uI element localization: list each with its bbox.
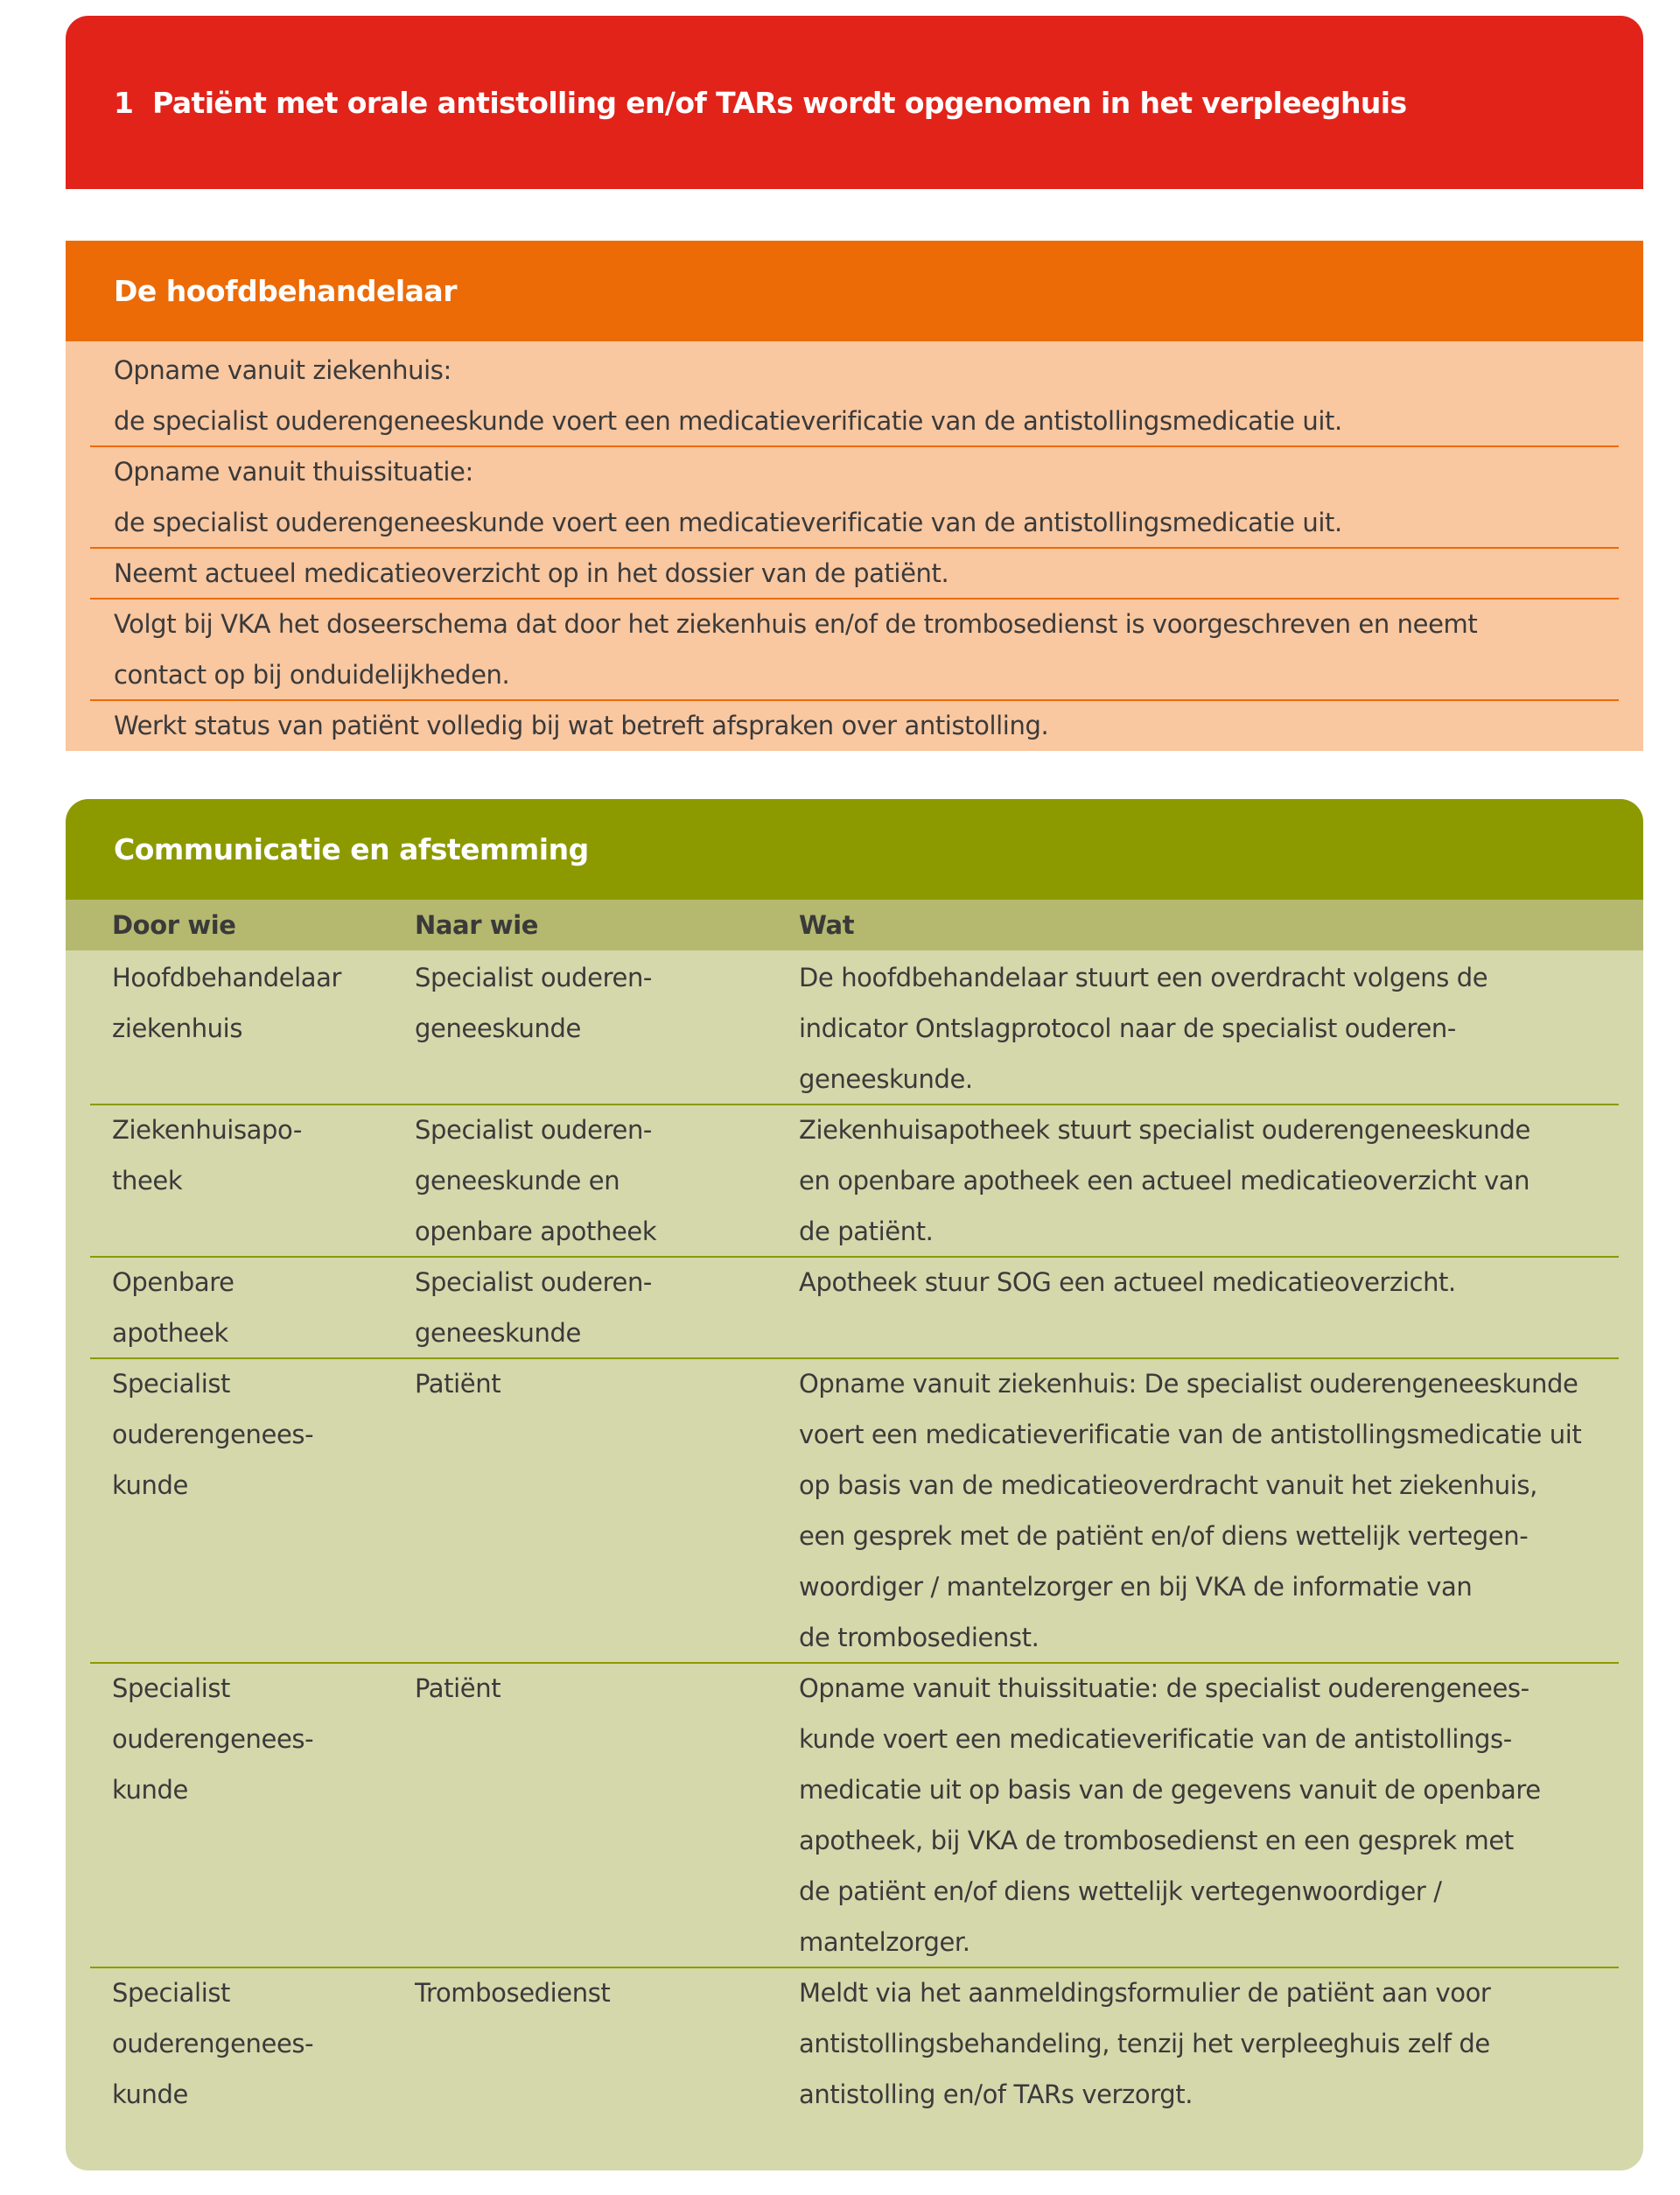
hoofdbehandelaar-header xyxy=(66,241,1643,341)
cell-door-wie-text: Hoofdbehandelaar xyxy=(112,963,342,992)
cell-wat-text: de patiënt en/of diens wettelijk vertegenwoordiger / xyxy=(799,1876,1442,1906)
cell-wat-text: Meldt via het aanmeldingsformulier de patiënt aan voor xyxy=(799,1978,1491,2008)
column-header-wat: Wat xyxy=(799,910,855,940)
list-item-text: Opname vanuit ziekenhuis: xyxy=(114,355,452,385)
cell-wat-text: woordiger / mantelzorger en bij VKA de informatie van xyxy=(799,1572,1473,1602)
cell-wat-text: Ziekenhuisapotheek stuurt specialist ouderengeneeskunde xyxy=(799,1115,1530,1145)
cell-wat-text: indicator Ontslagprotocol naar de specialist ouderen- xyxy=(799,1013,1456,1043)
cell-naar-wie-text: geneeskunde xyxy=(415,1318,581,1348)
cell-wat xyxy=(799,1358,1581,1663)
list-item xyxy=(114,345,1619,446)
hoofdbehandelaar-list xyxy=(66,341,1643,751)
cell-naar-wie-text: openbare apotheek xyxy=(415,1217,657,1246)
cell-naar-wie xyxy=(415,1967,610,2018)
cell-door-wie xyxy=(112,1105,302,1206)
list-item-text: Opname vanuit thuissituatie: xyxy=(114,457,473,487)
cell-wat xyxy=(799,1257,1456,1308)
cell-naar-wie-text: Patiënt xyxy=(415,1673,501,1703)
list-item-text: de specialist ouderengeneeskunde voert een medicatieverificatie van de antistollingsmedicatie uit. xyxy=(114,508,1342,537)
list-item-text: contact op bij onduidelijkheden. xyxy=(114,660,510,690)
cell-door-wie xyxy=(112,1358,313,1511)
cell-door-wie-text: theek xyxy=(112,1166,183,1196)
cell-naar-wie-text: Specialist ouderen- xyxy=(415,1267,652,1297)
communicatie-header xyxy=(66,799,1643,900)
cell-wat xyxy=(799,952,1488,1105)
list-item-text: Volgt bij VKA het doseerschema dat door het ziekenhuis en/of de trombosedienst is voorgeschreven en neemt xyxy=(114,609,1478,639)
table-header-row xyxy=(66,900,1643,950)
cell-wat xyxy=(799,1663,1541,1967)
communicatie-heading: Communicatie en afstemming xyxy=(114,832,589,866)
cell-door-wie-text: kunde xyxy=(112,1775,188,1805)
cell-door-wie-text: Openbare xyxy=(112,1267,234,1297)
column-header-naar-wie: Naar wie xyxy=(415,910,539,940)
cell-door-wie-text: ouderengenees- xyxy=(112,1420,314,1449)
cell-wat-text: De hoofdbehandelaar stuurt een overdracht volgens de xyxy=(799,963,1488,992)
cell-door-wie xyxy=(112,1967,313,2120)
section-title-bar xyxy=(66,16,1643,189)
cell-naar-wie xyxy=(415,1105,656,1257)
list-item-text: Neemt actueel medicatieoverzicht op in het dossier van de patiënt. xyxy=(114,558,949,588)
communicatie-table-body xyxy=(66,950,1643,2170)
cell-door-wie-text: kunde xyxy=(112,1470,188,1500)
cell-door-wie-text: ziekenhuis xyxy=(112,1013,243,1043)
cell-wat-text: een gesprek met de patiënt en/of diens wettelijk vertegen- xyxy=(799,1521,1529,1551)
cell-wat xyxy=(799,1967,1490,2120)
cell-door-wie-text: Specialist xyxy=(112,1369,231,1399)
cell-door-wie-text: Ziekenhuisapo- xyxy=(112,1115,302,1145)
cell-naar-wie-text: Patiënt xyxy=(415,1369,501,1399)
cell-wat-text: antistolling en/of TARs verzorgt. xyxy=(799,2079,1194,2109)
cell-wat-text: mantelzorger. xyxy=(799,1927,970,1957)
cell-naar-wie-text: Trombosedienst xyxy=(415,1978,611,2008)
list-item-text: Werkt status van patiënt volledig bij wat betreft afspraken over antistolling. xyxy=(114,711,1049,740)
cell-door-wie xyxy=(112,1663,313,1815)
cell-naar-wie-text: Specialist ouderen- xyxy=(415,1115,652,1145)
cell-naar-wie xyxy=(415,1663,500,1714)
hoofdbehandelaar-heading: De hoofdbehandelaar xyxy=(114,274,457,308)
list-item xyxy=(114,548,1619,599)
cell-door-wie-text: ouderengenees- xyxy=(112,2029,314,2058)
cell-wat-text: Apotheek stuur SOG een actueel medicatieoverzicht. xyxy=(799,1267,1456,1297)
cell-naar-wie xyxy=(415,952,652,1054)
cell-naar-wie-text: geneeskunde xyxy=(415,1013,581,1043)
cell-wat-text: medicatie uit op basis van de gegevens vanuit de openbare xyxy=(799,1775,1541,1805)
cell-door-wie-text: Specialist xyxy=(112,1978,231,2008)
cell-naar-wie xyxy=(415,1257,652,1358)
list-item-text: de specialist ouderengeneeskunde voert een medicatieverificatie van de antistollingsmedicatie uit. xyxy=(114,406,1342,436)
cell-door-wie-text: Specialist xyxy=(112,1673,231,1703)
cell-naar-wie-text: geneeskunde en xyxy=(415,1166,620,1196)
column-header-door-wie: Door wie xyxy=(112,910,236,940)
cell-wat-text: antistollingsbehandeling, tenzij het verpleeghuis zelf de xyxy=(799,2029,1490,2058)
cell-wat-text: en openbare apotheek een actueel medicatieoverzicht van xyxy=(799,1166,1530,1196)
list-item xyxy=(114,700,1619,751)
cell-wat xyxy=(799,1105,1530,1257)
cell-wat-text: Opname vanuit ziekenhuis: De specialist ouderengeneeskunde xyxy=(799,1369,1578,1399)
cell-naar-wie-text: Specialist ouderen- xyxy=(415,963,652,992)
cell-naar-wie xyxy=(415,1358,500,1409)
cell-wat-text: de patiënt. xyxy=(799,1217,934,1246)
cell-door-wie-text: kunde xyxy=(112,2079,188,2109)
cell-door-wie-text: ouderengenees- xyxy=(112,1724,314,1754)
cell-door-wie xyxy=(112,952,341,1054)
cell-wat-text: geneeskunde. xyxy=(799,1064,973,1094)
cell-wat-text: kunde voert een medicatieverificatie van de antistollings- xyxy=(799,1724,1512,1754)
cell-wat-text: apotheek, bij VKA de trombosedienst en een gesprek met xyxy=(799,1826,1514,1855)
section-title: 1 Patiënt met orale antistolling en/of TARs wordt opgenomen in het verpleeghuis xyxy=(114,85,1407,120)
list-item xyxy=(114,446,1619,548)
cell-door-wie-text: apotheek xyxy=(112,1318,228,1348)
cell-wat-text: de trombosedienst. xyxy=(799,1623,1040,1652)
cell-wat-text: op basis van de medicatieoverdracht vanuit het ziekenhuis, xyxy=(799,1470,1537,1500)
list-item xyxy=(114,599,1619,700)
cell-door-wie xyxy=(112,1257,234,1358)
cell-wat-text: voert een medicatieverificatie van de antistollingsmedicatie uit xyxy=(799,1420,1582,1449)
cell-wat-text: Opname vanuit thuissituatie: de specialist ouderengenees- xyxy=(799,1673,1530,1703)
